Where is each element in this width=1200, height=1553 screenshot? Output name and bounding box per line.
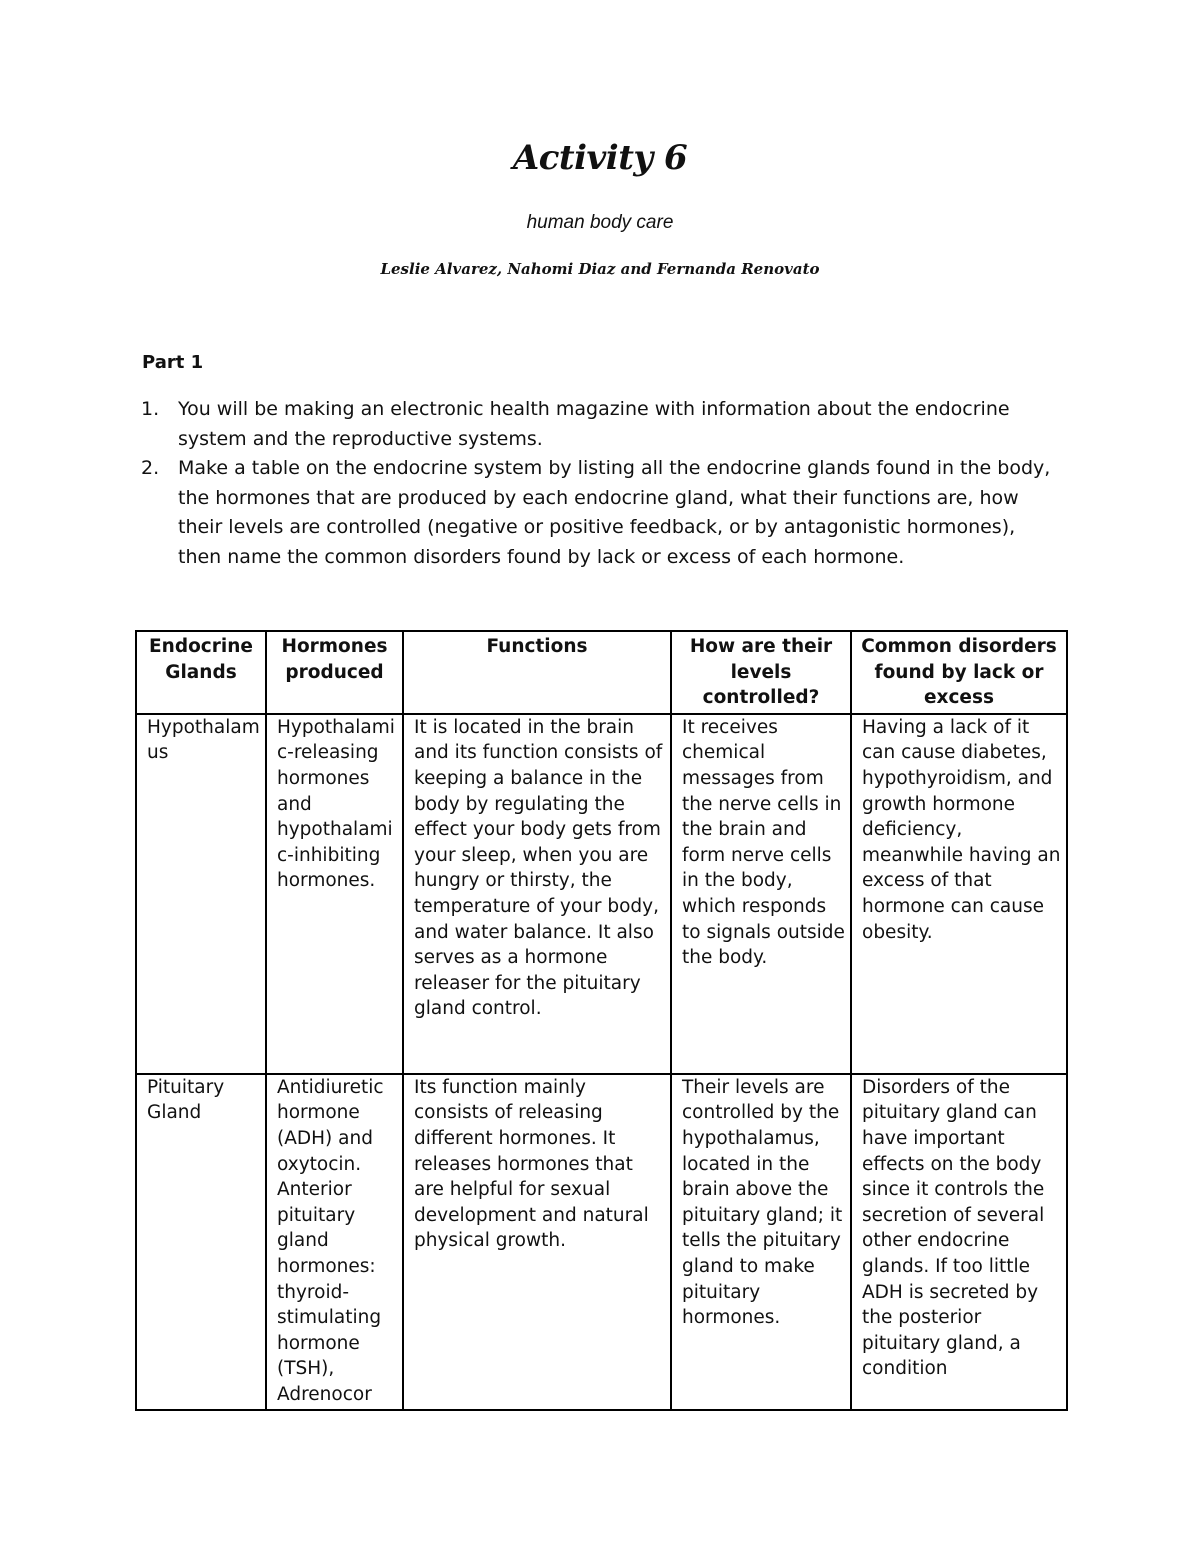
subtitle: human body care (526, 212, 674, 233)
cell-hormones: Hypothalamic-releasing hormones and hypothalamic-inhibiting hormones. (266, 714, 403, 1074)
cell-disorders: Disorders of the pituitary gland can have important effects on the body since it controls the secretion of several other endocrine glands. If too little ADH is secreted by the posterior pituitary gland, a condition (851, 1074, 1067, 1410)
instruction-item (138, 454, 1058, 572)
endocrine-table (135, 630, 1068, 1411)
authors-line: Leslie Alvarez, Nahomi Diaz and Fernanda Renovato (380, 260, 820, 278)
column-header-control: How are their levels controlled? (671, 631, 851, 714)
cell-hormones: Antidiuretic hormone (ADH) and oxytocin. Anterior pituitary gland hormones: thyroid-stimulating hormone (TSH), Adrenocor (266, 1074, 403, 1410)
instruction-number: 2. (141, 457, 160, 479)
column-header-disorders: Common disorders found by lack or excess (851, 631, 1067, 714)
table-header-row (136, 631, 1067, 714)
column-header-glands: Endocrine Glands (136, 631, 266, 714)
instruction-item (138, 395, 1058, 454)
cell-functions: Its function mainly consists of releasing different hormones. It releases hormones that are helpful for sexual development and natural physical growth. (403, 1074, 671, 1410)
instruction-text: Make a table on the endocrine system by listing all the endocrine glands found in the body, the hormones that are produced by each endocrine gland, what their functions are, how their levels are controlled (negative or positive feedback, or by antagonistic hormones), then name the common disorders found by lack or excess of each hormone. (178, 457, 1051, 568)
column-header-hormones: Hormones produced (266, 631, 403, 714)
cell-functions: It is located in the brain and its function consists of keeping a balance in the body by regulating the effect your body gets from your sleep, when you are hungry or thirsty, the temperature of your body, and water balance. It also serves as a hormone releaser for the pituitary gland control. (403, 714, 671, 1074)
page-title: Activity 6 (512, 138, 688, 178)
table-row (136, 714, 1067, 1074)
cell-control: Their levels are controlled by the hypothalamus, located in the brain above the pituitary gland; it tells the pituitary gland to make pituitary hormones. (671, 1074, 851, 1410)
part-heading: Part 1 (142, 352, 204, 373)
cell-gland: Hypothalamus (136, 714, 266, 1074)
column-header-functions: Functions (403, 631, 671, 714)
instruction-number: 1. (141, 398, 160, 420)
cell-gland: Pituitary Gland (136, 1074, 266, 1410)
instructions-list (138, 395, 1058, 572)
cell-disorders: Having a lack of it can cause diabetes, hypothyroidism, and growth hormone deficiency, meanwhile having an excess of that hormone can cause obesity. (851, 714, 1067, 1074)
instruction-text: You will be making an electronic health magazine with information about the endocrine system and the reproductive systems. (178, 398, 1010, 450)
cell-control: It receives chemical messages from the nerve cells in the brain and form nerve cells in the body, which responds to signals outside the body. (671, 714, 851, 1074)
table-row (136, 1074, 1067, 1410)
